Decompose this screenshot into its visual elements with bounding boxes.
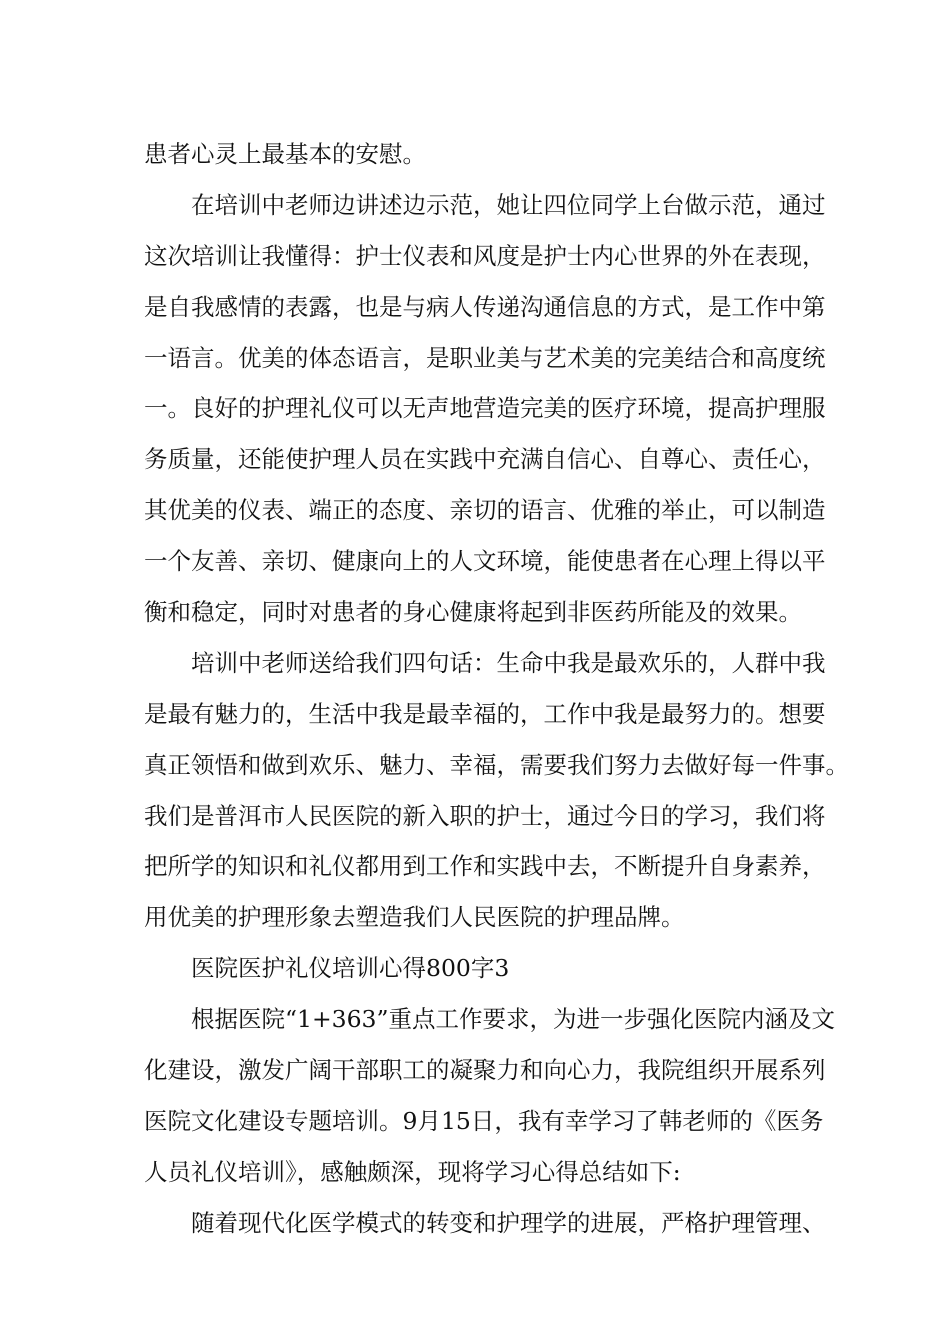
paragraph-start-line: 在培训中老师边讲述边示范，她让四位同学上台做示范，通过 xyxy=(191,190,826,219)
paragraph-start-line: 根据医院“1+363”重点工作要求，为进一步强化医院内涵及文 xyxy=(191,1005,836,1034)
text-line: 我们是普洱市人民医院的新入职的护士，通过今日的学习，我们将 xyxy=(144,801,826,830)
text-line: 这次培训让我懂得：护士仪表和风度是护士内心世界的外在表现， xyxy=(144,241,826,270)
text-line: 其优美的仪表、端正的态度、亲切的语言、优雅的举止，可以制造 xyxy=(144,496,826,525)
text-line: 衡和稳定，同时对患者的身心健康将起到非医药所能及的效果。 xyxy=(144,598,802,627)
text-line: 化建设，激发广阔干部职工的凝聚力和向心力，我院组织开展系列 xyxy=(144,1056,826,1085)
text-line: 患者心灵上最基本的安慰。 xyxy=(144,140,426,168)
text-line: 一个友善、亲切、健康向上的人文环境，能使患者在心理上得以平 xyxy=(144,547,826,576)
text-line: 是自我感情的表露，也是与病人传递沟通信息的方式，是工作中第 xyxy=(144,292,826,321)
text-line: 真正领悟和做到欢乐、魅力、幸福，需要我们努力去做好每一件事。 xyxy=(144,750,849,779)
document-body xyxy=(144,129,849,1249)
text-line: 把所学的知识和礼仪都用到工作和实践中去，不断提升自身素养， xyxy=(144,852,826,881)
text-line: 务质量，还能使护理人员在实践中充满自信心、自尊心、责任心， xyxy=(144,445,826,474)
text-line: 一语言。优美的体态语言，是职业美与艺术美的完美结合和高度统 xyxy=(144,343,826,372)
text-line: 是最有魅力的，生活中我是最幸福的，工作中我是最努力的。想要 xyxy=(144,699,826,728)
section-heading: 医院医护礼仪培训心得800字3 xyxy=(191,954,510,983)
paragraph-start-line: 培训中老师送给我们四句话：生命中我是最欢乐的，人群中我 xyxy=(191,648,826,677)
text-line: 人员礼仪培训》，感触颇深，现将学习心得总结如下: xyxy=(144,1157,681,1186)
paragraph-start-line: 随着现代化医学模式的转变和护理学的进展，严格护理管理、 xyxy=(191,1208,826,1237)
text-line: 医院文化建设专题培训。9月15日，我有幸学习了韩老师的《医务 xyxy=(144,1106,824,1135)
text-line: 用优美的护理形象去塑造我们人民医院的护理品牌。 xyxy=(144,903,685,932)
text-line: 一。良好的护理礼仪可以无声地营造完美的医疗环境，提高护理服 xyxy=(144,394,826,423)
